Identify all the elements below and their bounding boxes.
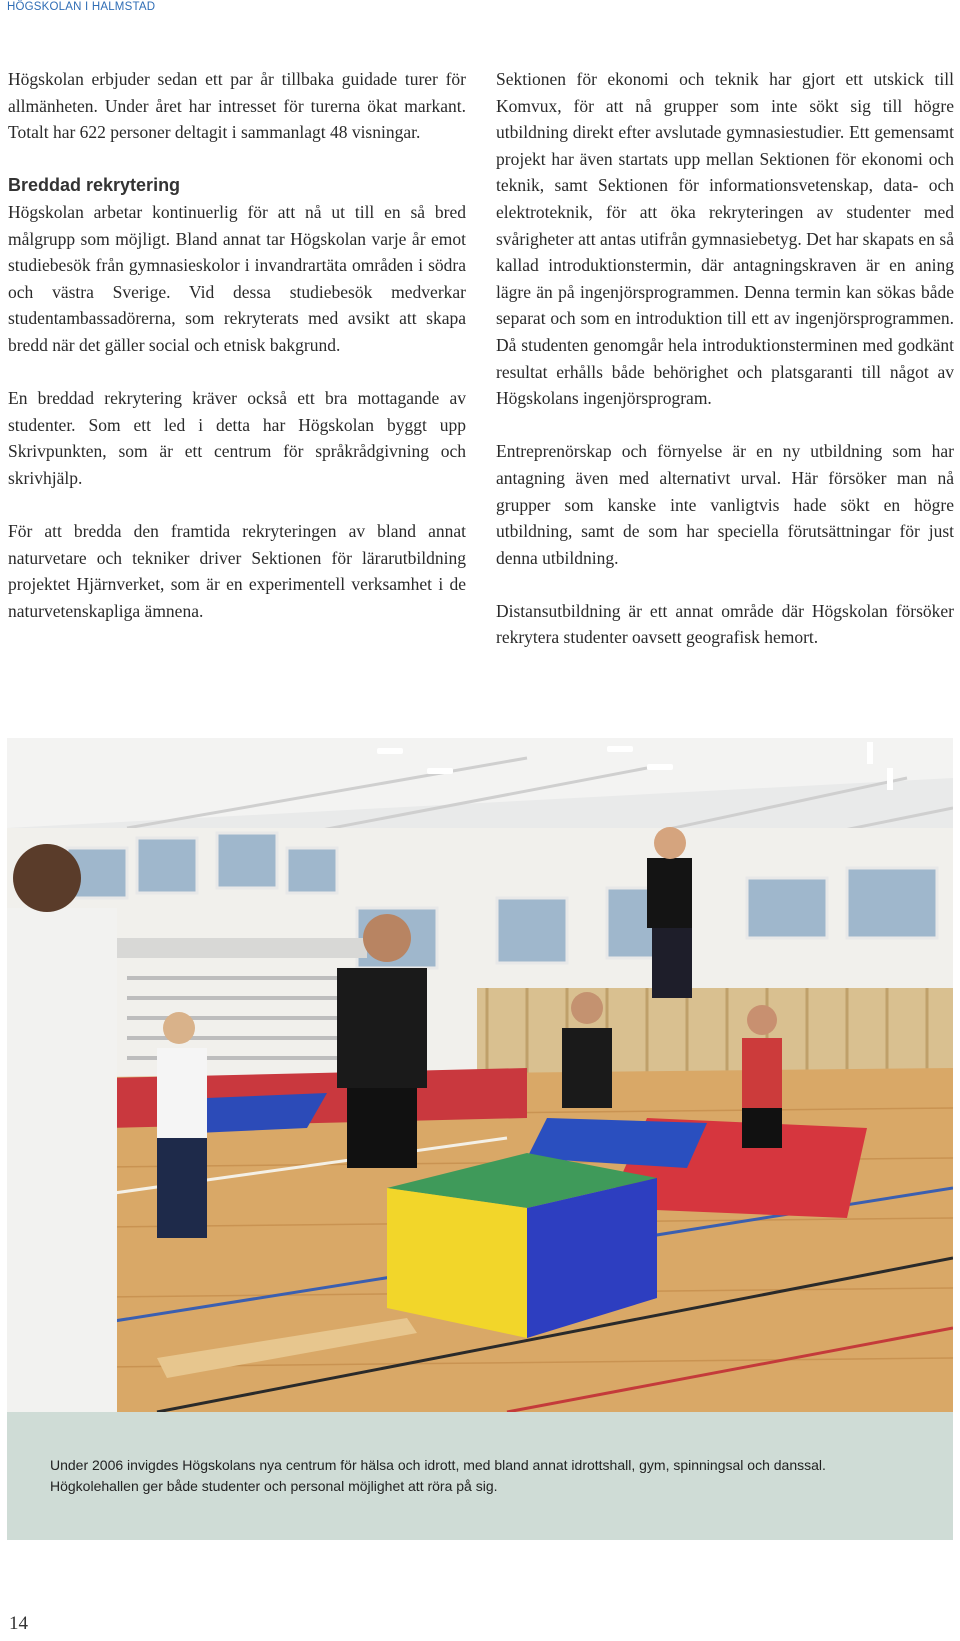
- running-head: HÖGSKOLAN I HALMSTAD: [7, 1, 156, 13]
- left-paragraph-hjarnverket: För att bredda den framtida rekryteringen av bland annat naturvetare och tekniker driver Sektionen för lärarutbildning projektet Hjärnverket, som är en experimentell verksamhet i de naturvetenskapliga ämnena.: [8, 521, 466, 621]
- right-paragraph-komvux: Sektionen för ekonomi och teknik har gjort ett utskick till Komvux, för att nå grupper som inte sökt sig till högre utbildning direkt efter avslutade gymnasiestudier. Ett gemensamt projekt har även startats upp mellan Sektionen för ekonomi och teknik, samt Sektionen för informationsvetenskap, data- och elektroteknik, för att öka rekryteringen av studenter med svårigheter att antas utifrån gymnasiebetyg. Det har skapats en så kallad introduktionstermin, där antagningskraven är en aning lägre än på ingenjörsprogrammen. Denna termin kan sökas både separat och som en introduktion till ett av ingenjörsprogrammen. Då studenten genomgår hela introduktionsterminen med godkänt resultat erhålls både behörighet och platsgaranti till något av Högskolans ingenjörsprogram.: [496, 69, 954, 409]
- caption-line-1: Under 2006 invigdes Högskolans nya centrum för hälsa och idrott, med bland annat idrottshall, gym, spinningsal och danssal.: [50, 1457, 826, 1473]
- caption-box: [7, 1412, 953, 1540]
- caption-line-2: Högkolehallen ger både studenter och personal möjlighet att röra på sig.: [50, 1478, 498, 1494]
- page-number: 14: [9, 1613, 28, 1634]
- left-paragraph-recruitment: Högskolan arbetar kontinuerlig för att nå ut till en så bred målgrupp som möjligt. Bland annat tar Högskolan varje år emot studiebesök från gymnasieskolor i invandrartäta områden i södra och västra Sverige. Vid dessa studiebesök medverkar studentambassadörerna, som rekryterats med avsikt att skapa bredd när det gäller social och etnisk bakgrund.: [8, 201, 466, 355]
- section-heading: Breddad rekrytering: [8, 175, 181, 196]
- photo-caption: [50, 1455, 930, 1497]
- right-paragraph-entrepreneurship: Entreprenörskap och förnyelse är en ny utbildning som har antagning även med alternativt urval. Här försöker man nå grupper som kanske inte vanligtvis hade sökt en högre utbildning, samt de som har speciella förutsättningar för just denna utbildning.: [496, 441, 954, 568]
- left-paragraph-guided-tours: Högskolan erbjuder sedan ett par år tillbaka guidade turer för allmänheten. Under året har intresset för turerna ökat markant. Totalt har 622 personer deltagit i sammanlagt 48 visningar.: [8, 69, 466, 143]
- mini-trampoline-left: [197, 1093, 327, 1133]
- right-column: [496, 66, 954, 651]
- sports-hall-illustration: [7, 738, 953, 1412]
- left-paragraph-skrivpunkten: En breddad rekrytering kräver också ett bra mottagande av studenter. Som ett led i detta har Högskolan byggt upp Skrivpunkten, som är ett centrum för språkrådgivning och skrivhjälp.: [8, 388, 466, 488]
- right-paragraph-distance-education: Distansutbildning är ett annat område där Högskolan försöker rekrytera studenter oavsett geografisk hemort.: [496, 600, 954, 648]
- left-column: [8, 66, 466, 624]
- sports-hall-photo: [7, 738, 953, 1412]
